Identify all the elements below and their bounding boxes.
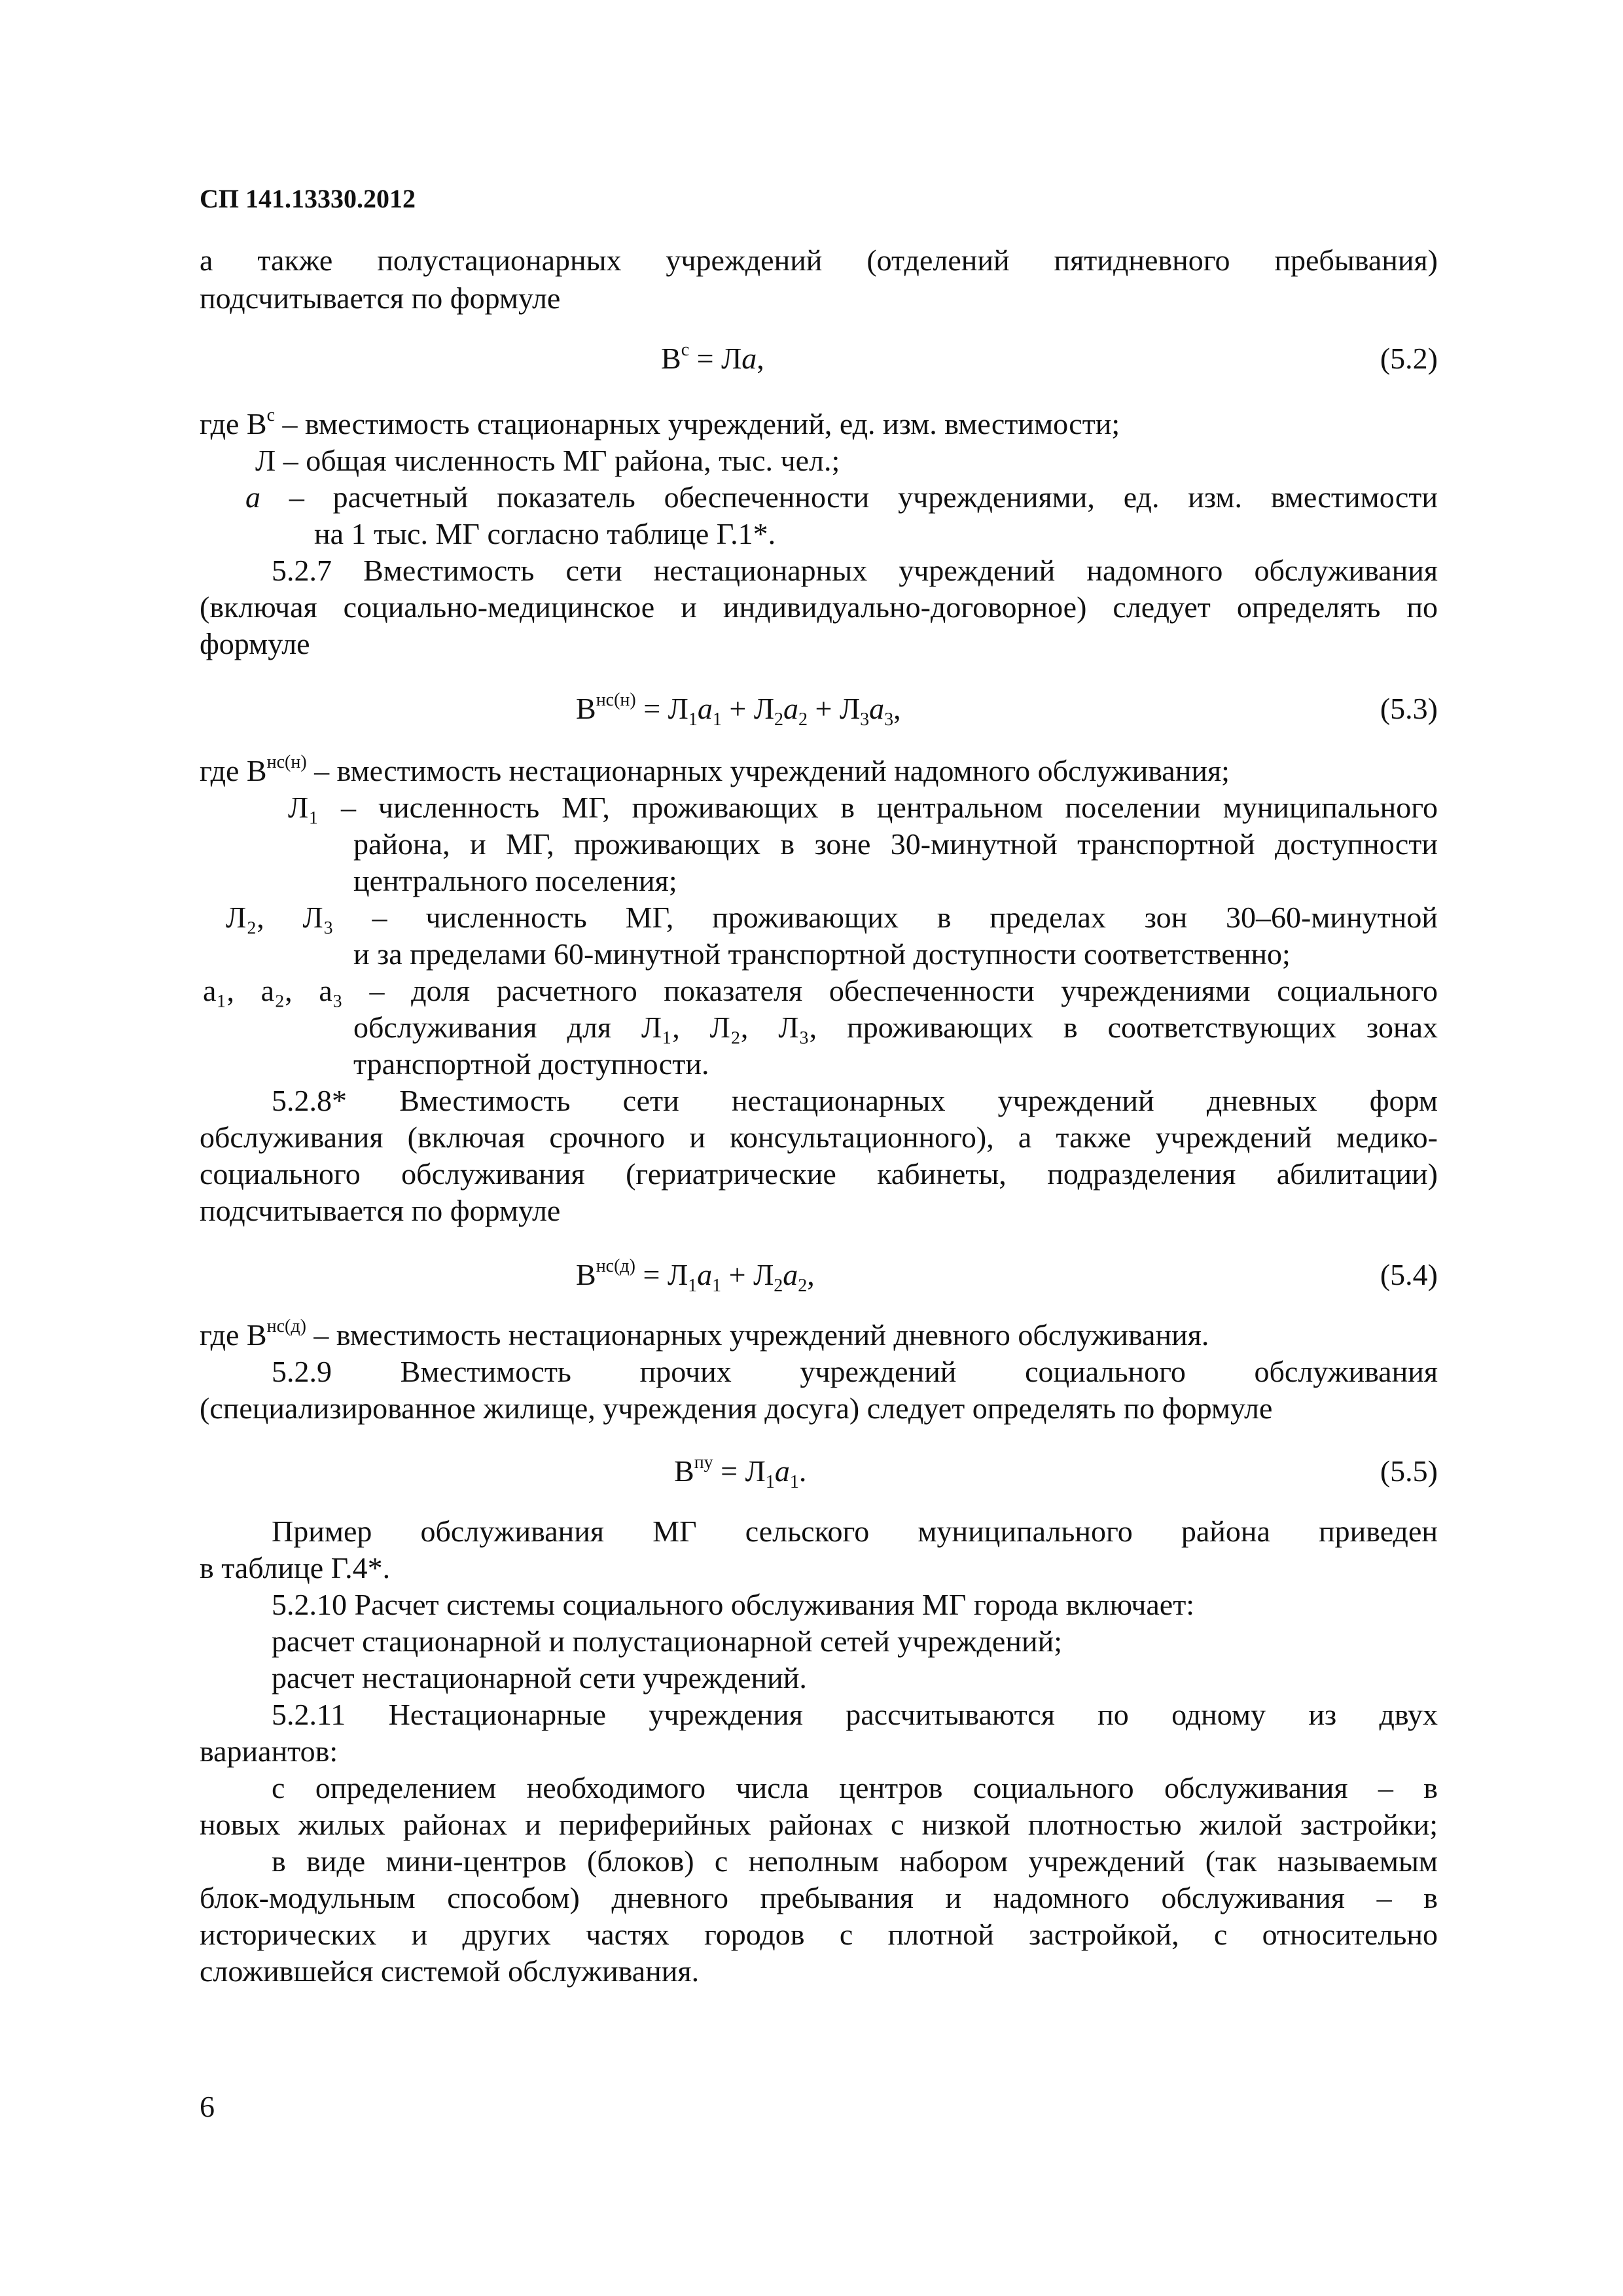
formula-number: (5.3)	[1380, 692, 1438, 725]
para-line: (включая социально-медицинское и индивидуально-договорное) следует определять по	[200, 590, 1438, 624]
example-line: Пример обслуживания МГ сельского муниципального района приведен	[272, 1515, 1438, 1548]
para-line: социального обслуживания (гериатрические кабинеты, подразделения абилитации)	[200, 1157, 1438, 1191]
para-line: 5.2.10 Расчет системы социального обслуживания МГ города включает:	[272, 1588, 1195, 1621]
formula-number: (5.4)	[1380, 1258, 1438, 1291]
definition-line: транспортной доступности.	[353, 1047, 709, 1081]
formula-number: (5.2)	[1380, 342, 1438, 375]
para-line: 5.2.9 Вместимость прочих учреждений социального обслуживания	[272, 1355, 1438, 1388]
para-line: исторических и других частях городов с плотной застройкой, с относительно	[200, 1918, 1438, 1951]
para-line: формуле	[200, 627, 310, 660]
definition-line: где $В^{нс(д)}$ – вместимость нестационарных учреждений дневного обслуживания.	[200, 1316, 1209, 1352]
para-line: 5.2.7 Вместимость сети нестационарных учреждений надомного обслуживания	[272, 554, 1438, 587]
formula-number: (5.5)	[1380, 1454, 1438, 1488]
para-line: 5.2.8* Вместимость сети нестационарных учреждений дневных форм	[272, 1084, 1438, 1117]
para-line: расчет нестационарной сети учреждений.	[272, 1661, 807, 1695]
para-line: блок-модульным способом) дневного пребывания и надомного обслуживания – в	[200, 1881, 1438, 1914]
formula-5-4: $В^{нс(д)} = Л_1a_1 + Л_2a_2$,	[576, 1256, 815, 1296]
formula-5-2: $В^с$ = Лa,	[661, 340, 764, 375]
para-line: подсчитывается по формуле	[200, 281, 561, 315]
para-line: (специализированное жилище, учреждения досуга) следует определять по формуле	[200, 1391, 1273, 1425]
para-line: новых жилых районах и периферийных районах с низкой плотностью жилой застройки;	[200, 1808, 1438, 1841]
formula-5-3: $В^{нс(н)} = Л_1a_1 + Л_2a_2 + Л_3a_3$,	[576, 690, 901, 730]
definition-line: где $В^с$ – вместимость стационарных учреждений, ед. изм. вместимости;	[200, 405, 1120, 440]
para-line: обслуживания (включая срочного и консультационного), а также учреждений медико-	[200, 1121, 1438, 1154]
formula-5-5: $В^{пу} = Л_1a_1$.	[674, 1452, 807, 1492]
definition-line: Л₁ – численность МГ, проживающих в центральном поселении муниципального	[288, 791, 1438, 824]
para-line: а также полустационарных учреждений (отделений пятидневного пребывания)	[200, 243, 1438, 277]
definition-line: района, и МГ, проживающих в зоне 30-минутной транспортной доступности	[353, 827, 1438, 861]
definition-line: обслуживания для Л₁, Л₂, Л₃, проживающих в соответствующих зонах	[353, 1011, 1438, 1044]
para-line: сложившейся системой обслуживания.	[200, 1954, 700, 1988]
definition-line: Л – общая численность МГ района, тыс. чел.;	[255, 444, 840, 477]
definition-line: на 1 тыс. МГ согласно таблице Г.1*.	[314, 517, 776, 550]
definition-line: a₁, a₂, a₃ – доля расчетного показателя обеспеченности учреждениями социального	[203, 974, 1438, 1007]
para-line: в виде мини-центров (блоков) с неполным набором учреждений (так называемым	[272, 1844, 1438, 1878]
definition-line: центрального поселения;	[353, 864, 677, 897]
para-line: подсчитывается по формуле	[200, 1194, 561, 1227]
para-line: вариантов:	[200, 1734, 338, 1768]
definition-line: где $В^{нс(н)}$ – вместимость нестационарных учреждений надомного обслуживания;	[200, 752, 1230, 787]
definition-line: и за пределами 60-минутной транспортной доступности соответственно;	[353, 937, 1291, 971]
doc-code-header: СП 141.13330.2012	[200, 184, 416, 213]
definition-line: a – расчетный показатель обеспеченности учреждениями, ед. изм. вместимости	[245, 480, 1438, 514]
page-number: 6	[200, 2090, 215, 2123]
para-line: 5.2.11 Нестационарные учреждения рассчитываются по одному из двух	[272, 1698, 1438, 1731]
example-line: в таблице Г.4*.	[200, 1551, 391, 1585]
para-line: расчет стационарной и полустационарной сетей учреждений;	[272, 1624, 1062, 1658]
definition-line: Л₂, Л₃ – численность МГ, проживающих в пределах зон 30–60-минутной	[226, 901, 1438, 934]
para-line: с определением необходимого числа центров социального обслуживания – в	[272, 1771, 1438, 1804]
